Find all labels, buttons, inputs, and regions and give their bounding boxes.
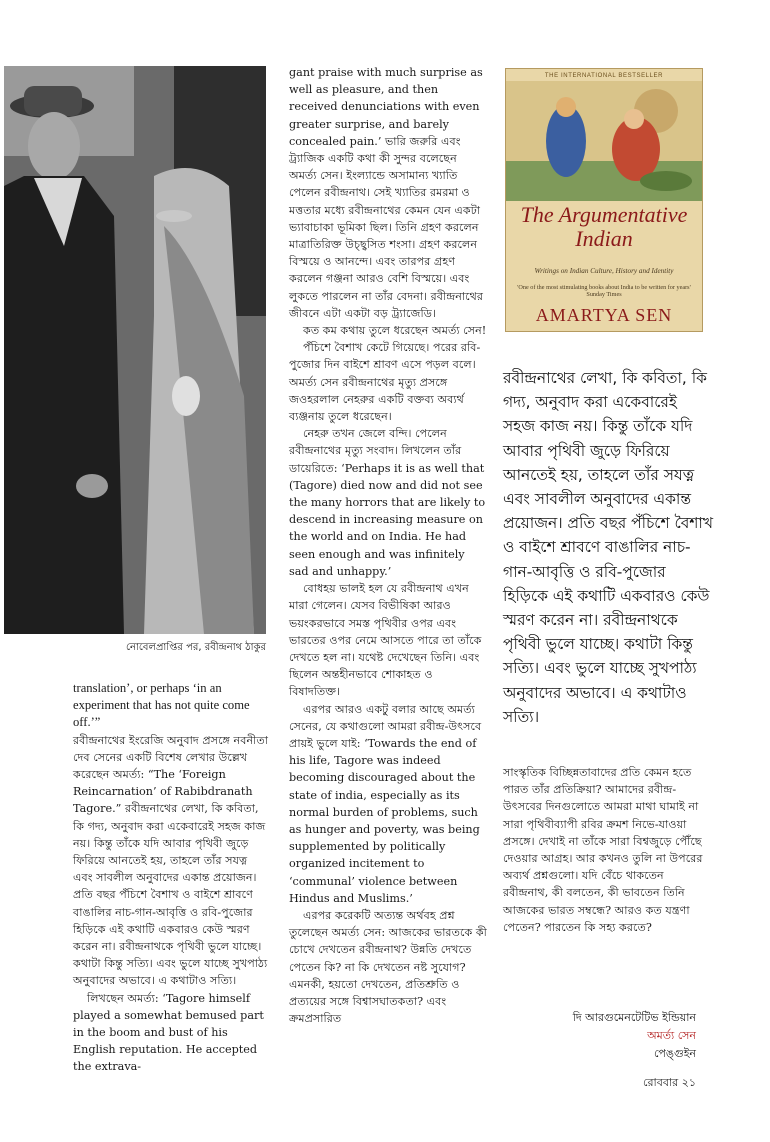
pull-quote: রবীন্দ্রনাথের লেখা, কি কবিতা, কি গদ্য, অনুবাদ করা একেবারেই সহজ কাজ নয়। কিন্তু তাঁকে যদি আবার পৃথিবী জুড়ে ফিরিয়ে আনতেই হয়, তাহলে তাঁর সযত্ন এবং সাবলীল অনুবাদের একান্ত প্রয়োজন। প্রতি বছর পঁচিশে বৈশাখ ও বাইশে শ্রাবণে বাঙালির নাচ-গান-আবৃত্তি ও রবি-পুজোর হিড়িকে এই কথাটি একবারও কেউ স্মরণ করেন না। রবীন্দ্রনাথকে পৃথিবী ভুলে যাচ্ছে। কথাটা কিন্তু সত্যি। এবং ভুলে যাচ্ছে সুখপাঠ্য অনুবাদের অভাবে। এ কথাটাও সত্যি। — [503, 369, 713, 726]
tagore-photo-illustration — [4, 66, 266, 634]
credit-publisher: পেঙ্গুইন — [653, 1047, 696, 1060]
paragraph: লিখছেন অমর্ত্য: ‘Tagore himself played a somewhat bemused part in the boom and bust of his English reputation. He accepted the extrava- — [73, 991, 264, 1074]
paragraph: রবীন্দ্রনাথের ইংরেজি অনুবাদ প্রসঙ্গে নবনীতা দেব সেনের একটি বিশেষ লেখার উল্লেখ করেছেন অমর্ত্য: “The ‘Foreign Reincarnation’ of Rabibdranath Tagore.” রবীন্দ্রনাথের লেখা, কি কবিতা, কি গদ্য, অনুবাদ করা একেবারেই সহজ কাজ নয়। কিন্তু তাঁকে যদি আবার পৃথিবী জুড়ে ফিরিয়ে আনতেই হয়, তাহলে তাঁর সযত্ন এবং সাবলীল অনুবাদের একান্ত প্রয়োজন। প্রতি বছর পঁচিশে বৈশাখ ও বাইশে শ্রাবণে বাঙালির নাচ-গান-আবৃত্তি ও রবি-পুজোর হিড়িকে এই কথাটি একবারও কেউ স্মরণ করেন না। রবীন্দ্রনাথকে পৃথিবী ভুলে যাচ্ছে। কথাটা কিন্তু সত্যি। এবং ভুলে যাচ্ছে সুখপাঠ্য অনুবাদের অভাবে। এ কথাটাও সত্যি। — [73, 733, 268, 988]
credit-book-title: দি আরগুমেনটেটিভ ইন্ডিয়ান — [572, 1011, 696, 1024]
paragraph: এরপর করেকটি অত্যন্ত অর্থবহ প্রশ্ন তুলেছেন অমর্ত্য সেন: আজকের ভারতকে কী চোখে দেখতেন রবীন্দ্রনাথ? উন্নতি দেখতে পেতেন কি? না কি দেখতেন নষ্ট সুযোগ? এমনকী, হয়তো দেখতেন, প্রতিশ্রুতি ও প্রত্যয়ের সঙ্গে বিশ্বাসঘাতকতা? এবং ক্রমপ্রসারিত — [289, 908, 487, 1026]
paragraph: কত কম কথায় তুলে ধরেছেন অমর্ত্য সেন! — [303, 324, 487, 338]
paragraph: এরপর আরও একটু বলার আছে অমর্ত্য সেনের, যে কথাগুলো আমরা রবীন্দ্র-উৎসবে প্রায়ই ভুলে যাই: ‘Towards the end of his life, Tagore was indeed becoming discouraged about the state of india, especially as its normal burden of problems, such as hunger and poverty, was being supplemented by politically organized incitement to ‘communal’ violence between Hindus and Muslims.’ — [289, 702, 482, 905]
book-cover-painting — [506, 81, 702, 201]
tagore-photo — [4, 66, 266, 634]
page-number: রোববার ২১ — [643, 1076, 696, 1089]
paragraph: নেহরু তখন জেলে বন্দি। পেলেন রবীন্দ্রনাথের মৃত্যু সংবাদ। লিখলেন তাঁর ডায়েরিতে: ‘Perhaps it is as well that (Tagore) died now and did not see the many horrors that are likely to descend in increasing measure on the world and on India. He had seen enough and was infinitely sad and unhappy.’ — [289, 427, 486, 578]
book-tagline: THE INTERNATIONAL BESTSELLER — [544, 73, 664, 79]
paragraph: সাংস্কৃতিক বিচ্ছিন্নতাবাদের প্রতি কেমন হতে পারত তাঁর প্রতিক্রিয়া? আমাদের রবীন্দ্র-উৎসবের দিনগুলোতে আমরা মাথা ঘামাই না সারা পৃথিবীব্যাপী রবির ক্রমশ নিভে-যাওয়া প্রসঙ্গে। দেখাই না তাঁকে সারা বিশ্বজুড়ে পৌঁছে দেওয়ার আগ্রহ। আর কখনও তুলি না উপরের অব্যর্থ প্রশ্নগুলো। যদি বেঁচে থাকতেন রবীন্দ্রনাথ, কী বলতেন, কী ভাবতেন তিনি আজকের ভারত সম্বন্ধে? আরও কত যন্ত্রণা পেতেন? পারতেন কি সহ্য করতে? — [503, 766, 703, 934]
article-column-1 — [73, 680, 269, 1074]
credit-author: অমর্ত্য সেন — [647, 1029, 696, 1042]
book-subtitle: Writings on Indian Culture, History and Identity — [534, 267, 674, 275]
book-author: AMARTYA SEN — [535, 305, 673, 325]
book-cover — [505, 68, 703, 332]
book-quote: 'One of the most stimulating books about India to be written for years' Sunday Times — [517, 284, 691, 299]
photo-caption: নোবেলপ্রাপ্তির পর, রবীন্দ্রনাথ ঠাকুর — [125, 642, 266, 653]
paragraph: পঁচিশে বৈশাখ কেটে গিয়েছে। পরের রবি-পুজোর দিন বাইশে শ্রাবণ এসে পড়ল বলে। অমর্ত্য সেন রবীন্দ্রনাথের মৃত্যু প্রসঙ্গে জওহরলাল নেহরুর একটি বক্তব্য অব্যর্থ ব্যঞ্জনায় তুলে ধরেছেন। — [289, 341, 481, 424]
article-column-4 — [503, 764, 703, 1004]
book-title: The Argumentative Indian — [520, 202, 688, 251]
paragraph: বোধহয় ভালই হল যে রবীন্দ্রনাথ এখন মারা গেলেন। যেসব বিভীষিকা আরও ভয়ংকরভাবে সমস্ত পৃথিবীর ওপর এবং ভারতের ওপর নেমে আসতে পারে তা তাঁকে দেখতে হল না। যথেষ্ট দেখেছেন তিনি। এবং ছিলেন অন্তহীনভাবে শোকাহত ও বিষাদতিক্ত। — [289, 582, 482, 699]
paragraph: translation’, or perhaps ‘in an experiment that has not quite come off.’” — [73, 681, 250, 730]
article-column-2 — [289, 64, 487, 1062]
paragraph: gant praise with much surprise as well as pleasure, and then received denunciations with even greater surprise, and barely concealed pain.’ ভারি জরুরি এবং ট্র্যাজিক একটি কথা কী সুন্দর বলেছেন অমর্ত্য সেন। ইংল্যান্ডে অসামান্য খ্যাতি পেলেন রবীন্দ্রনাথ। সেই খ্যাতির রমরমা ও মত্ততার মধ্যে রবীন্দ্রনাথের কেমন যেন একটা ভ্যাবাচাকা ভূমিকা ছিল। তিনি গ্রহণ করলেন মাত্রাতিরিক্ত উচ্ছ্বসিত শংসা। গ্রহণ করলেন বিস্ময়ে ও আনন্দে। এবং তারপর গ্রহণ করলেন গঞ্জনা আরও বেশি বিস্ময়ে। এবং লুকতে পারলেন না তাঁর বেদনা। রবীন্দ্রনাথের জীবনে এটা একটা বড় ট্র্যাজেডি। — [289, 66, 484, 320]
